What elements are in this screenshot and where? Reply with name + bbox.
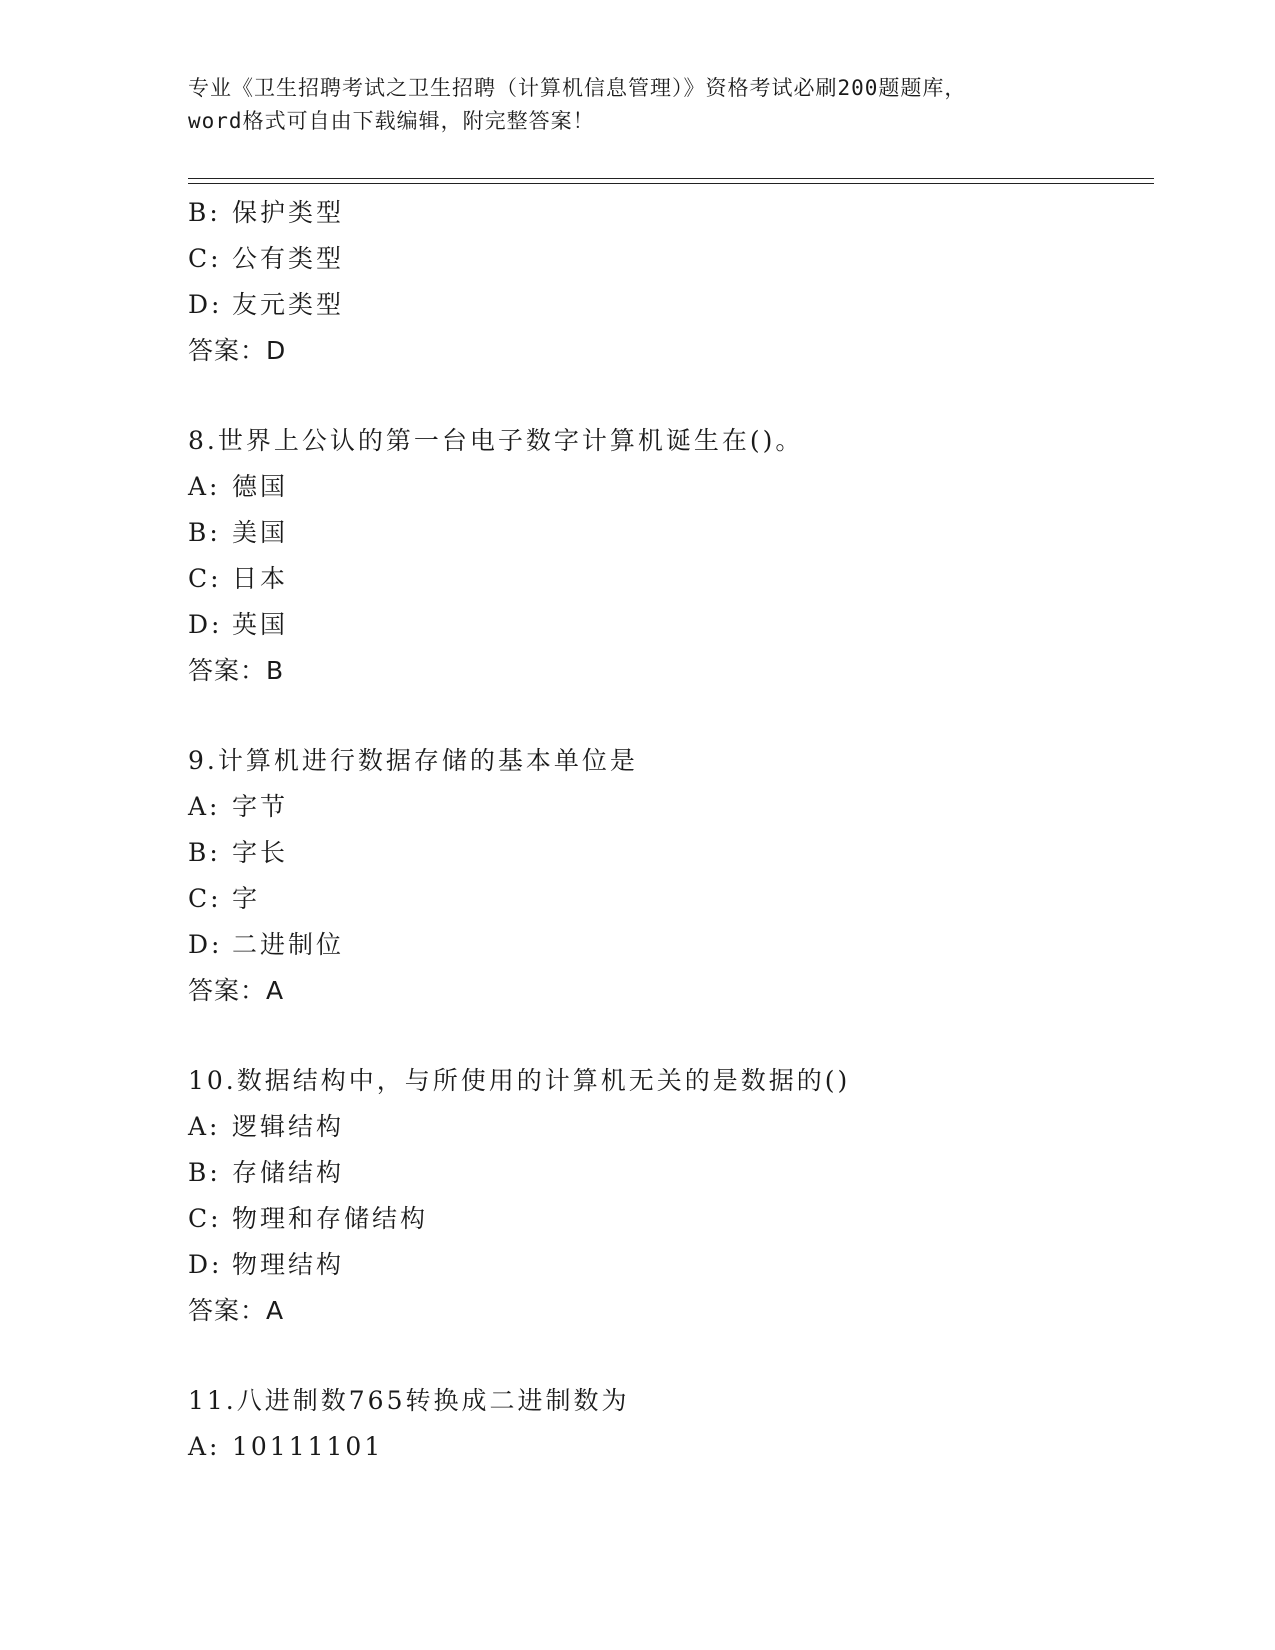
question-10 bbox=[188, 1058, 1168, 1334]
option-d: D: 二进制位 bbox=[188, 930, 345, 959]
question-stem: 11.八进制数765转换成二进制数为 bbox=[188, 1386, 630, 1415]
option-b: B: 美国 bbox=[188, 518, 289, 547]
question-list bbox=[188, 190, 1168, 1470]
option-a: A: 10111101 bbox=[188, 1432, 384, 1461]
option-b: B: 字长 bbox=[188, 838, 289, 867]
option-c: C: 物理和存储结构 bbox=[188, 1204, 429, 1233]
question-7-continued bbox=[188, 190, 1168, 374]
option-c: C: 公有类型 bbox=[188, 244, 345, 273]
option-c: C: 字 bbox=[188, 884, 261, 913]
header-divider-top bbox=[188, 178, 1154, 179]
option-a: A: 逻辑结构 bbox=[188, 1112, 345, 1141]
question-stem: 9.计算机进行数据存储的基本单位是 bbox=[188, 746, 638, 775]
question-stem: 10.数据结构中，与所使用的计算机无关的是数据的() bbox=[188, 1066, 851, 1095]
option-a: A: 德国 bbox=[188, 472, 289, 501]
question-11 bbox=[188, 1378, 1168, 1470]
question-9 bbox=[188, 738, 1168, 1014]
option-d: D: 物理结构 bbox=[188, 1250, 345, 1279]
header-divider-bottom bbox=[188, 183, 1154, 184]
answer: 答案：D bbox=[188, 336, 287, 365]
question-8 bbox=[188, 418, 1168, 694]
answer: 答案：B bbox=[188, 656, 285, 685]
option-d: D: 友元类型 bbox=[188, 290, 345, 319]
answer: 答案：A bbox=[188, 976, 285, 1005]
header-line-2: word格式可自由下载编辑，附完整答案！ bbox=[188, 109, 595, 133]
option-a: A: 字节 bbox=[188, 792, 289, 821]
document-header bbox=[188, 72, 1088, 138]
option-b: B: 保护类型 bbox=[188, 198, 345, 227]
option-b: B: 存储结构 bbox=[188, 1158, 345, 1187]
option-c: C: 日本 bbox=[188, 564, 289, 593]
question-stem: 8.世界上公认的第一台电子数字计算机诞生在()。 bbox=[188, 426, 804, 455]
header-line-1: 专业《卫生招聘考试之卫生招聘（计算机信息管理）》资格考试必刷200题题库， bbox=[188, 76, 967, 100]
answer: 答案：A bbox=[188, 1296, 285, 1325]
option-d: D: 英国 bbox=[188, 610, 289, 639]
